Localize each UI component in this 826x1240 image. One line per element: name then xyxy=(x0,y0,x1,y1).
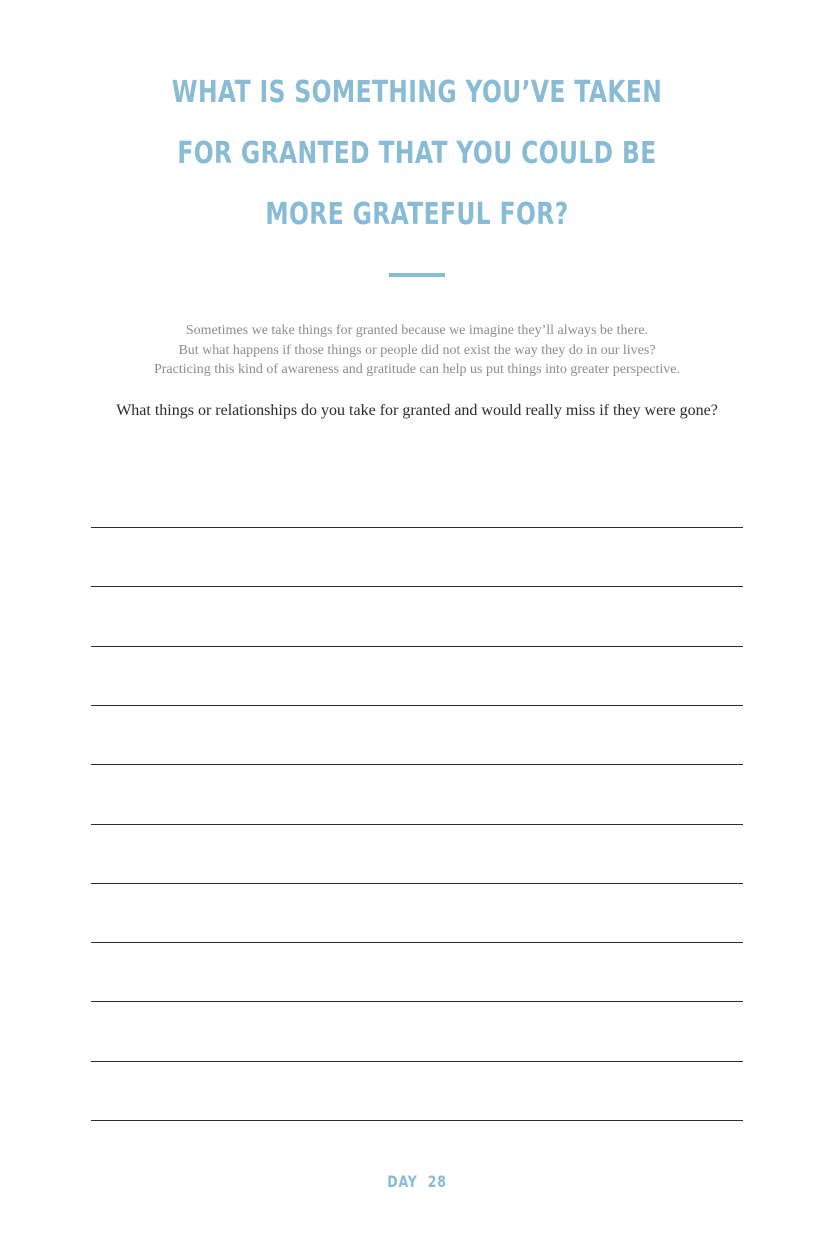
day-label: DAY 28 xyxy=(387,1172,447,1191)
intro-line-2: But what happens if those things or people did not exist the way they do in our lives? xyxy=(178,342,656,358)
title-line-1: WHAT IS SOMETHING YOU’VE TAKEN xyxy=(171,75,663,110)
writing-line xyxy=(91,646,743,647)
writing-line xyxy=(91,1061,743,1062)
title-line-3: MORE GRATEFUL FOR? xyxy=(265,197,569,232)
journal-question: What things or relationships do you take for granted and would really miss if they were gone? xyxy=(116,402,718,419)
intro-line-3: Practicing this kind of awareness and gratitude can help us put things into greater perspective. xyxy=(153,362,680,377)
title-line-2: FOR GRANTED THAT YOU COULD BE xyxy=(177,136,657,171)
writing-line xyxy=(91,1120,743,1121)
writing-line xyxy=(91,764,743,765)
writing-line xyxy=(91,705,743,706)
writing-line xyxy=(91,824,743,825)
writing-line xyxy=(91,527,743,528)
writing-area[interactable] xyxy=(91,0,743,1240)
intro-line-1: Sometimes we take things for granted because we imagine they’ll always be there. xyxy=(185,323,649,338)
writing-line xyxy=(91,586,743,587)
writing-line xyxy=(91,1001,743,1002)
writing-line xyxy=(91,942,743,943)
writing-line xyxy=(91,883,743,884)
